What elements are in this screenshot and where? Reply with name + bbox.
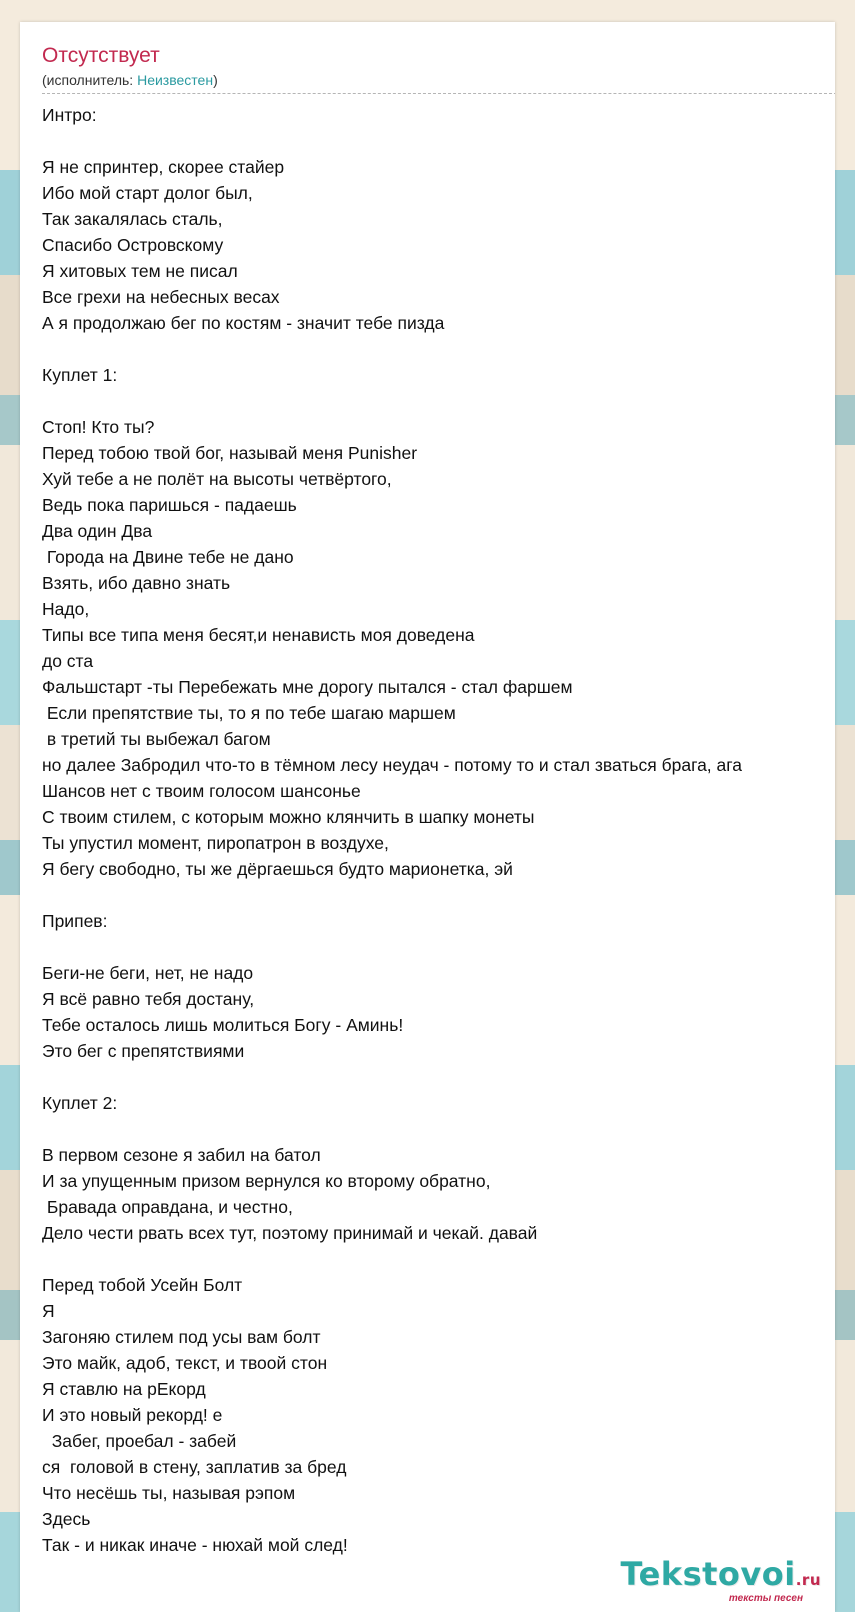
lyric-line: В первом сезоне я забил на батол xyxy=(42,1145,321,1165)
lyric-line: в третий ты выбежал багом xyxy=(42,729,271,749)
lyric-line: Это майк, адоб, текст, и твоой стон xyxy=(42,1353,328,1373)
lyric-line: до ста xyxy=(42,651,94,671)
lyric-line: Тебе осталось лишь молиться Богу - Аминь! xyxy=(42,1015,404,1035)
lyric-line: Взять, ибо давно знать xyxy=(42,573,231,593)
lyric-line: Припев: xyxy=(42,911,108,931)
lyric-line: Интро: xyxy=(42,105,97,125)
lyric-line: Я ставлю на рЕкорд xyxy=(42,1379,206,1399)
artist-prefix: (исполнитель: xyxy=(42,72,138,88)
logo-tagline: тексты песен xyxy=(728,1593,803,1604)
lyric-line: Куплет 2: xyxy=(42,1093,118,1113)
lyric-line xyxy=(42,1246,835,1272)
lyrics-text xyxy=(42,102,835,1558)
lyric-line xyxy=(42,882,835,908)
lyric-line: Города на Двине тебе не дано xyxy=(42,547,294,567)
lyric-line: Ведь пока паришься - падаешь xyxy=(42,495,297,515)
lyrics-page xyxy=(20,22,835,1612)
artist-line xyxy=(42,72,218,88)
lyric-line: Ибо мой старт долог был, xyxy=(42,183,253,203)
lyric-line xyxy=(42,388,835,414)
lyric-line: Хуй тебе а не полёт на высоты четвёртого, xyxy=(42,469,392,489)
artist-suffix: ) xyxy=(213,72,218,88)
lyric-line: Перед тобой Усейн Болт xyxy=(42,1275,243,1295)
lyric-line: Я бегу свободно, ты же дёргаешься будто марионетка, эй xyxy=(42,859,513,879)
lyric-line: Куплет 1: xyxy=(42,365,118,385)
lyric-line: Перед тобою твой бог, называй меня Punisher xyxy=(42,443,418,463)
lyric-line xyxy=(42,128,835,154)
lyric-line: Шансов нет с твоим голосом шансонье xyxy=(42,781,361,801)
site-logo[interactable] xyxy=(621,1557,821,1604)
lyric-line: Фальшстарт -ты Перебежать мне дорогу пытался - стал фаршем xyxy=(42,677,573,697)
divider xyxy=(42,93,835,94)
lyric-line: Забег, проебал - забей xyxy=(42,1431,237,1451)
lyric-line: Я всё равно тебя достану, xyxy=(42,989,255,1009)
lyric-line: Два один Два xyxy=(42,521,153,541)
lyric-line: Загоняю стилем под усы вам болт xyxy=(42,1327,321,1347)
lyric-line xyxy=(42,336,835,362)
lyric-line: Так закалялась сталь, xyxy=(42,209,223,229)
lyric-line: Стоп! Кто ты? xyxy=(42,417,155,437)
lyric-line: Ты упустил момент, пиропатрон в воздухе, xyxy=(42,833,389,853)
lyric-line: Я xyxy=(42,1301,55,1321)
logo-main-text: Tekstovoi xyxy=(620,1555,796,1593)
lyric-line: ся головой в стену, заплатив за бред xyxy=(42,1457,347,1477)
lyric-line: Спасибо Островскому xyxy=(42,235,224,255)
lyric-line: Что несёшь ты, называя рэпом xyxy=(42,1483,296,1503)
lyric-line: Бравада оправдана, и честно, xyxy=(42,1197,293,1217)
lyric-line: И это новый рекорд! е xyxy=(42,1405,223,1425)
lyric-line: Дело чести рвать всех тут, поэтому принимай и чекай. давай xyxy=(42,1223,538,1243)
lyric-line: А я продолжаю бег по костям - значит тебе пизда xyxy=(42,313,445,333)
lyric-line: Надо, xyxy=(42,599,90,619)
artist-link[interactable]: Неизвестен xyxy=(137,72,214,88)
logo-suffix: .ru xyxy=(795,1571,821,1589)
lyric-line: Так - и никак иначе - нюхай мой след! xyxy=(42,1535,348,1555)
lyric-line: Беги-не беги, нет, не надо xyxy=(42,963,254,983)
lyric-line: но далее Забродил что-то в тёмном лесу неудач - потому то и стал зваться брага, ага xyxy=(42,755,742,775)
lyric-line: Если препятствие ты, то я по тебе шагаю маршем xyxy=(42,703,456,723)
song-title: Отсутствует xyxy=(42,44,160,67)
lyric-line: Я хитовых тем не писал xyxy=(42,261,238,281)
lyric-line: С твоим стилем, с которым можно клянчить в шапку монеты xyxy=(42,807,535,827)
lyric-line: Все грехи на небесных весах xyxy=(42,287,280,307)
logo-wordmark xyxy=(621,1557,821,1597)
lyric-line: И за упущенным призом вернулся ко второму обратно, xyxy=(42,1171,491,1191)
lyric-line: Типы все типа меня бесят,и ненависть моя доведена xyxy=(42,625,475,645)
lyric-line xyxy=(42,1116,835,1142)
lyric-line xyxy=(42,1064,835,1090)
lyric-line: Я не спринтер, скорее стайер xyxy=(42,157,285,177)
lyric-line xyxy=(42,934,835,960)
lyric-line: Здесь xyxy=(42,1509,91,1529)
lyric-line: Это бег с препятствиями xyxy=(42,1041,245,1061)
